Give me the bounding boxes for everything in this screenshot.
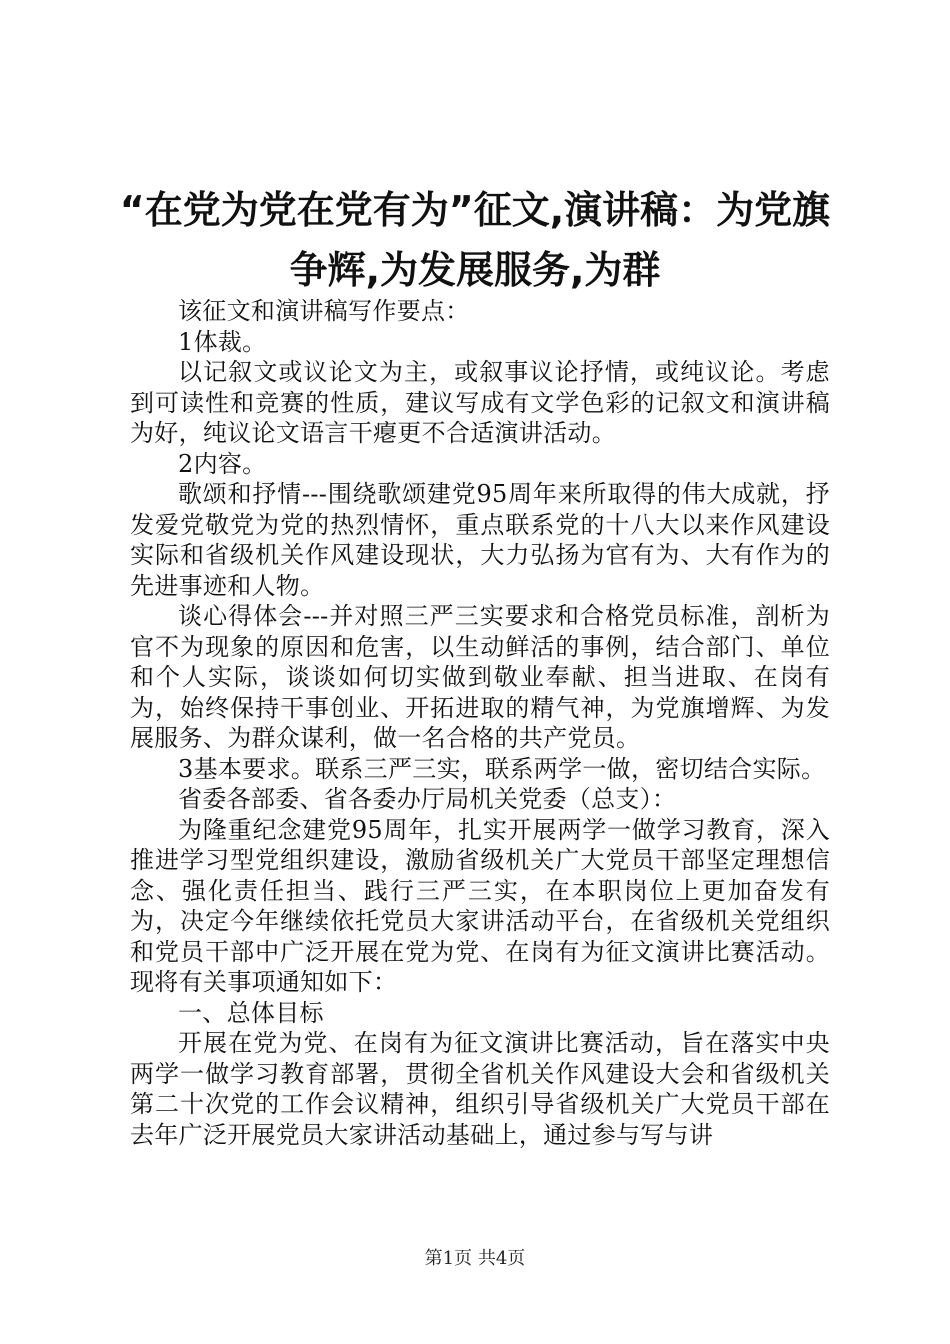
paragraph-requirements: 3基本要求。联系三严三实，联系两学一做，密切结合实际。 bbox=[178, 754, 826, 783]
paragraph-experience: 谈心得体会---并对照三严三实要求和合格党员标准，剖析为官不为现象的原因和危害，以生动鲜活的事例，结合部门、单位和个人实际，谈谈如何切实做到敬业奉献、担当进取、在岗有为，始终保持干事创业、开拓进取的精气神，为党旗增辉、为发展服务、为群众谋利，做一名合格的共产党员。 bbox=[130, 602, 830, 752]
document-body bbox=[130, 296, 830, 1150]
document-title-line-2: 争辉,为发展服务,为群 bbox=[289, 248, 661, 292]
paragraph-praise: 歌颂和抒情---围绕歌颂建党95周年来所取得的伟大成就，抒发爱党敬党为党的热烈情怀，重点联系党的十八大以来作风建设实际和省级机关作风建设现状，大力弘扬为官有为、大有作为的先进事迹和人物。 bbox=[130, 480, 830, 600]
paragraph-genre: 以记叙文或议论文为主，或叙事议论抒情，或纯议论。考虑到可读性和竞赛的性质，建议写成有文学色彩的记叙文和演讲稿为好，纯议论文语言干瘪更不合适演讲活动。 bbox=[130, 358, 830, 447]
paragraph-salutation: 省委各部委、省各委办厅局机关党委（总支）： bbox=[178, 785, 677, 813]
paragraph-content-heading: 2内容。 bbox=[178, 449, 267, 478]
paragraph-notice: 为隆重纪念建党95周年，扎实开展两学一做学习教育，深入推进学习型党组织建设，激励省级机关广大党员干部坚定理想信念、强化责任担当、践行三严三实，在本职岗位上更加奋发有为，决定今年继续依托党员大家讲活动平台，在省级机关党组织和党员干部中广泛开展在党为党、在岗有为征文演讲比赛活动。现将有关事项通知如下： bbox=[130, 815, 830, 996]
page-footer: 第1页 共4页 bbox=[424, 1248, 526, 1269]
document-title-line-1: “在党为党在党有为”征文,演讲稿：为党旗 bbox=[119, 188, 831, 232]
paragraph-genre-heading: 1体裁。 bbox=[178, 327, 267, 356]
paragraph-section-heading: 一、总体目标 bbox=[178, 998, 324, 1027]
paragraph-goal: 开展在党为党、在岗有为征文演讲比赛活动，旨在落实中央两学一做学习教育部署，贯彻全省机关作风建设大会和省级机关第二十次党的工作会议精神，组织引导省级机关广大党员干部在去年广泛开展党员大家讲活动基础上，通过参与写与讲 bbox=[130, 1029, 830, 1149]
paragraph-writing-points: 该征文和演讲稿写作要点： bbox=[178, 297, 470, 325]
